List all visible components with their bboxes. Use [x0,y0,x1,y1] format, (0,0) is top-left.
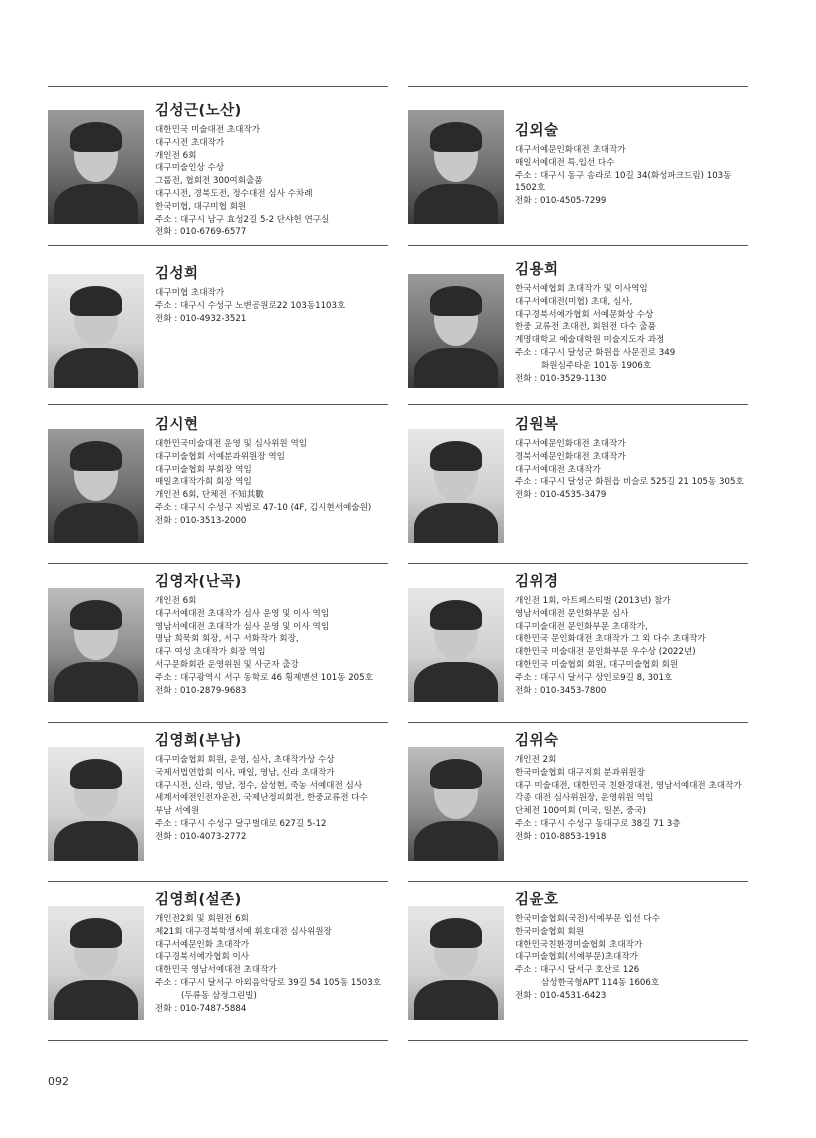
artist-entry [408,404,748,563]
artist-detail-line: 전화 : 010-6769-6577 [155,227,247,238]
artist-portrait [408,274,504,388]
artist-portrait [408,747,504,861]
artist-detail-line: 주소 : 대구시 수성구 동대구로 38길 71 3층 [515,818,681,829]
artist-detail-line: 대구 여성 초대작가 회장 역임 [155,647,266,658]
artist-name: 김외술 [515,123,559,139]
artist-detail-line: 대구경북서예가협회 서예문화상 수상 [515,309,654,320]
artist-info [155,892,388,1015]
artist-detail-line: 대구서예문인화 초대작가 [155,939,250,950]
artist-detail-line: 대구시전 초대작가 [155,137,225,148]
artist-detail-line: 대한민국 영남서예대전 초대작가 [155,965,277,976]
artist-entry [408,881,748,1040]
artist-detail-line: 1502호 [515,183,546,194]
artist-detail-line: 부남 서예원 [155,806,200,817]
artist-name: 김용희 [515,262,559,278]
artist-detail-line: 전화 : 010-4535-3479 [515,490,607,501]
artist-info [515,733,748,844]
artist-detail-line: 한중 교류전 초대전, 회원전 다수 출품 [515,322,656,333]
artist-detail-line: 개인전 1회, 아트페스티벌 (2013년) 참가 [515,596,671,606]
artist-detail-line: 개인전 6회, 단체전 不知其數 [155,490,264,501]
artist-detail-line: 대한민국 미술협회 회원, 대구미술협회 회원 [515,659,679,670]
artist-detail-line: 개인전2회 및 회원전 6회 [155,914,249,924]
artist-detail-line: 주소 : 대구시 남구 효성2길 5-2 단샤헌 연구실 [155,214,330,225]
artist-detail-line: 대구미술인상 수상 [155,163,225,174]
artist-detail-line: 전화 : 010-3513-2000 [155,515,247,526]
artist-detail-line: 대구미술대전 문인화부문 초대작가, [515,621,648,632]
artist-info [155,733,388,844]
artist-detail-line: 대구서예대전 초대작가 [515,464,601,475]
bottom-rule-left [48,1040,388,1041]
artist-detail-line: 한국서예협회 초대작가 및 이사역임 [515,284,648,294]
artist-detail-line: 대구서예대전(미협) 초대, 심사, [515,296,633,307]
artist-name: 김성근(노산) [155,103,242,119]
artist-entry [48,404,388,563]
artist-detail-line: 각종 대전 심사위원장, 운영위원 역임 [515,793,654,804]
artist-detail-line: 대한민국 문인화대전 초대작가 그 외 다수 초대작가 [515,634,706,645]
artist-detail-line: 전화 : 010-4932-3521 [155,313,247,324]
artist-info [515,123,748,208]
artist-name: 김시현 [155,417,199,433]
artist-entry [48,86,388,245]
artist-detail-line: 주소 : 대구시 수성구 노변공원로22 103동1103호 [155,300,346,311]
artist-portrait [408,588,504,702]
artist-detail-line: 대한민국친환경미술협회 초대작가 [515,939,643,950]
artist-detail-line: 주소 : 대구시 수성구 달구벌대로 627길 5-12 [155,818,327,829]
artist-detail-line: 대구 미술대전, 대한민국 친환경대전, 영남서예대전 초대작가 [515,780,742,791]
artist-detail-line: 대구미술협회 회원, 운영, 심사, 초대작가상 수상 [155,755,335,765]
artist-detail-line: 주소 : 대구시 수성구 지범로 47-10 (4F, 김시현서예술원) [155,502,372,513]
artist-phone: 전화 : 010-3529-1130 [515,373,607,384]
artist-detail-line: 전화 : 010-3453-7800 [515,685,607,696]
artist-portrait [48,906,144,1020]
right-column [408,86,748,1040]
artist-address-continued: (두류동 삼정그린빌) [181,990,257,1001]
artist-detail-line: 단체전 100여회 (미국, 일본, 중국) [515,806,646,817]
artist-info [515,262,748,385]
artist-detail-line: 국제서법연합회 이사, 매일, 영남, 신라 초대작가 [155,767,335,778]
artist-detail-line: 대한민국 미술대전 초대작가 [155,125,261,135]
artist-name: 김영희(설존) [155,892,242,908]
artist-detail-line: 주소 : 대구시 달서구 아외음악당로 39길 54 105동 1503호 [155,977,382,988]
artist-detail-line: 매일서예대전 특.입선 다수 [515,157,615,168]
artist-name: 김성희 [155,266,199,282]
artist-detail-line: 전화 : 010-4073-2772 [155,831,247,842]
artist-name: 김윤호 [515,892,559,908]
artist-detail-line: 그룹전, 협회전 300여회출품 [155,176,263,187]
artist-info [155,266,388,325]
artist-detail-line: 대구시전, 신라, 영남, 정수, 삼성현, 죽농 서예대전 심사 [155,780,363,791]
artist-entry [408,563,748,722]
artist-detail-line: 한국미협, 대구미협 회원 [155,201,247,212]
artist-phone: 전화 : 010-4531-6423 [515,990,607,1001]
artist-info [155,103,388,239]
artist-detail-line: 주소 : 대구시 달서구 호산로 126 [515,965,640,976]
artist-detail-line: 한국미술협회 대구지회 분과위원장 [515,767,645,778]
artist-detail-line: 주소 : 대구시 달성군 화원읍 사문진로 349 [515,347,676,358]
artist-detail-line: 계명대학교 예술대학원 미술지도자 과정 [515,335,665,346]
bottom-rule-right [408,1040,748,1041]
artist-detail-line: 대구서예대전 초대작가 심사 운영 및 이사 역임 [155,608,330,619]
artist-detail-line: 전화 : 010-8853-1918 [515,831,607,842]
artist-detail-line: 대구미술협회 서예분과위원장 역임 [155,451,285,462]
artist-name: 김원복 [515,417,559,433]
artist-detail-line: 대구서예문인화대전 초대작가 [515,145,626,155]
artist-entry [408,722,748,881]
artist-address-continued: 화원심주타운 101동 1906호 [541,360,652,371]
artist-detail-line: 주소 : 대구시 달성군 화원읍 비슬로 525길 21 105동 305호 [515,477,744,488]
left-column [48,86,388,1040]
artist-phone: 전화 : 010-7487-5884 [155,1003,247,1014]
artist-detail-line: 서구문화회관 운영위원 및 사군자 출강 [155,659,299,670]
artist-detail-line: 영남서예대전 문인화부문 심사 [515,608,629,619]
artist-detail-line: 대구서예문인화대전 초대작가 [515,439,626,449]
artist-detail-line: 전화 : 010-4505-7299 [515,196,607,207]
artist-name: 김영자(난곡) [155,574,242,590]
artist-name: 김영희(부남) [155,733,242,749]
artist-portrait [408,110,504,224]
artist-entry [48,722,388,881]
artist-detail-line: 개인전 6회 [155,150,197,161]
artist-detail-line: 대구미술협회(서예부문)초대작가 [515,952,638,963]
artist-detail-line: 주소 : 대구광역시 서구 동학로 46 횡제맨션 101동 205호 [155,672,373,683]
artist-detail-line: 대구시전, 경북도전, 정수대전 심사 수차례 [155,188,313,199]
artist-detail-line: 대구미술협회 부회장 역임 [155,464,252,475]
artist-entry [48,881,388,1040]
artist-detail-line: 대한민국 미술대전 문인화부문 우수상 (2022년) [515,647,696,658]
artist-portrait [48,747,144,861]
artist-entry [408,86,748,245]
artist-name: 김위경 [515,574,559,590]
artist-detail-line: 대구미협 초대작가 [155,288,225,298]
artist-detail-line: 세계서예전인전자운전, 국제난정피회전, 한중교류전 다수 [155,793,368,804]
artist-info [515,892,748,1003]
artist-info [155,574,388,697]
page-number: 092 [48,1075,69,1088]
artist-info [155,417,388,528]
artist-detail-line: 명남 희묵회 회장, 서구 서화작가 회장, [155,634,299,645]
artist-detail-line: 전화 : 010-2879-9683 [155,685,247,696]
artist-entry [48,563,388,722]
artist-detail-line: 주소 : 대구시 달서구 상인로9길 8, 301호 [515,672,673,683]
artist-info [515,574,748,697]
artist-detail-line: 개인전 2회 [515,755,557,765]
artist-portrait [48,429,144,543]
artist-detail-line: 대구경북서예가협회 이사 [155,952,250,963]
artist-detail-line: 한국미술협회(국전)서예부문 입선 다수 [515,914,660,924]
artist-detail-line: 주소 : 대구시 동구 송라로 10길 34(화성파크드림) 103동 [515,170,732,181]
artist-name: 김위숙 [515,733,559,749]
artist-detail-line: 영남서예대전 초대작가 심사 운영 및 이사 역임 [155,621,330,632]
artist-portrait [48,274,144,388]
artist-entry [48,245,388,404]
artist-entry [408,245,748,404]
artist-detail-line: 매일초대작가회 회장 역임 [155,477,252,488]
artist-portrait [48,110,144,224]
artist-detail-line: 경북서예문인화대전 초대작가 [515,451,626,462]
artist-detail-line: 개인전 6회 [155,596,197,606]
artist-portrait [408,429,504,543]
artist-address-continued: 삼성한국형APT 114동 1606호 [541,977,660,988]
artist-detail-line: 제21회 대구경북학생서예 휘호대전 심사위원장 [155,926,332,937]
artist-portrait [408,906,504,1020]
artist-portrait [48,588,144,702]
artist-detail-line: 한국미술협회 회원 [515,926,585,937]
artist-detail-line: 대한민국미술대전 운영 및 심사위원 역임 [155,439,308,449]
artist-info [515,417,748,502]
